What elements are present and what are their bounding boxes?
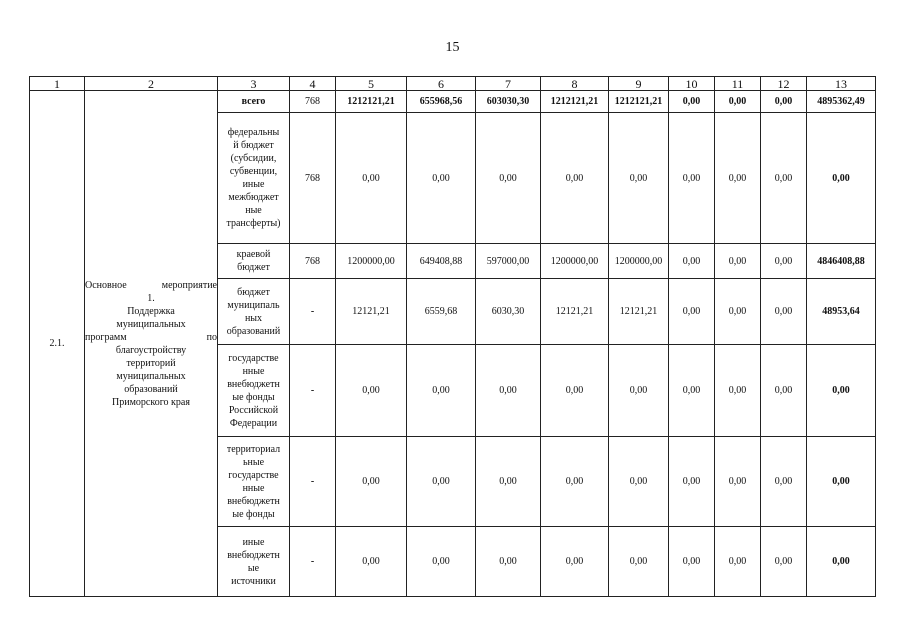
header-cell-11: 11 <box>715 77 761 91</box>
value-cell-col-11: 0,00 <box>715 437 761 527</box>
header-cell-3: 3 <box>218 77 290 91</box>
value-cell-col-7: 597000,00 <box>476 244 541 279</box>
value-cell-col-9: 1200000,00 <box>609 244 669 279</box>
funding-source-line: всего <box>241 96 266 107</box>
funding-source-line: бюджет <box>237 286 270 298</box>
funding-source-line: Российской <box>228 404 279 416</box>
value-cell-col-11: 0,00 <box>715 345 761 437</box>
value-cell-col-7: 0,00 <box>476 113 541 244</box>
funding-source-line: ые <box>247 562 260 574</box>
item-description-line: Поддержка <box>127 305 175 317</box>
value-cell-col-5: 0,00 <box>336 437 407 527</box>
value-cell-col-6: 0,00 <box>407 437 476 527</box>
funding-source-line: ных <box>244 312 263 324</box>
value-cell-col-10: 0,00 <box>669 345 715 437</box>
item-description-line: образований <box>124 383 178 395</box>
value-cell-col-8: 0,00 <box>541 527 609 597</box>
item-description-line: муниципальных <box>116 318 186 330</box>
value-cell-col-10: 0,00 <box>669 527 715 597</box>
header-cell-4: 4 <box>290 77 336 91</box>
value-cell-col-6: 6559,68 <box>407 279 476 345</box>
value-cell-col-7: 0,00 <box>476 437 541 527</box>
funding-source-line: нные <box>242 365 265 377</box>
budget-code-cell: - <box>290 279 336 345</box>
funding-source-line: внебюджетн <box>227 378 280 390</box>
value-cell-col-6: 0,00 <box>407 527 476 597</box>
value-cell-col-5: 0,00 <box>336 113 407 244</box>
value-cell-col-9: 0,00 <box>609 345 669 437</box>
header-cell-10: 10 <box>669 77 715 91</box>
header-cell-13: 13 <box>807 77 876 91</box>
funding-source-line: муниципаль <box>227 299 280 311</box>
item-code-cell: 2.1. <box>30 91 85 597</box>
funding-source-line: ьные <box>242 456 265 468</box>
funding-source-line: внебюджетн <box>227 549 280 561</box>
funding-source-line: субвенции, <box>229 166 278 177</box>
funding-source-line: бюджет <box>237 262 270 273</box>
funding-source-line: ые фонды <box>232 508 275 520</box>
value-cell-col-11: 0,00 <box>715 527 761 597</box>
header-cell-7: 7 <box>476 77 541 91</box>
value-cell-col-13: 0,00 <box>807 345 876 437</box>
value-cell-col-7: 6030,30 <box>476 279 541 345</box>
item-title-number: 1. <box>147 292 155 304</box>
budget-table <box>29 76 876 597</box>
value-cell-col-13: 0,00 <box>807 527 876 597</box>
item-description-line: благоустройству <box>115 344 187 356</box>
value-cell-col-7: 0,00 <box>476 527 541 597</box>
page-number: 15 <box>445 40 460 55</box>
value-cell-col-9: 0,00 <box>609 527 669 597</box>
budget-code-cell: - <box>290 527 336 597</box>
funding-source-line: государстве <box>228 469 279 481</box>
item-description-cell <box>85 91 218 597</box>
value-cell-col-5: 12121,21 <box>336 279 407 345</box>
table-row <box>30 91 876 113</box>
funding-source-line: нные <box>242 482 265 494</box>
funding-source-cell <box>218 345 290 437</box>
value-cell-col-6: 0,00 <box>407 113 476 244</box>
value-cell-col-10: 0,00 <box>669 279 715 345</box>
funding-source-cell <box>218 91 290 113</box>
funding-source-cell <box>218 527 290 597</box>
header-cell-8: 8 <box>541 77 609 91</box>
funding-source-cell <box>218 113 290 244</box>
value-cell-col-11: 0,00 <box>715 244 761 279</box>
funding-source-line: источники <box>231 575 276 587</box>
value-cell-col-10: 0,00 <box>669 113 715 244</box>
budget-code-cell: - <box>290 437 336 527</box>
funding-source-line: иные <box>242 536 265 548</box>
funding-source-line: краевой <box>236 249 271 260</box>
value-cell-col-7: 0,00 <box>476 345 541 437</box>
value-cell-col-13: 0,00 <box>807 113 876 244</box>
value-cell-col-12: 0,00 <box>761 244 807 279</box>
value-cell-col-13: 4846408,88 <box>807 244 876 279</box>
funding-source-line: й бюджет <box>233 140 274 151</box>
header-cell-5: 5 <box>336 77 407 91</box>
value-cell-col-5: 0,00 <box>336 345 407 437</box>
value-cell-col-12: 0,00 <box>761 113 807 244</box>
header-cell-9: 9 <box>609 77 669 91</box>
header-cell-1: 1 <box>30 77 85 91</box>
funding-source-cell <box>218 279 290 345</box>
funding-source-line: Федерации <box>229 417 278 429</box>
item-title: Основное мероприятие <box>85 279 217 291</box>
header-cell-6: 6 <box>407 77 476 91</box>
value-cell-col-6: 655968,56 <box>407 91 476 113</box>
budget-code-cell: 768 <box>290 91 336 113</box>
header-cell-12: 12 <box>761 77 807 91</box>
funding-source-line: ые фонды <box>232 391 275 403</box>
value-cell-col-12: 0,00 <box>761 279 807 345</box>
value-cell-col-9: 0,00 <box>609 113 669 244</box>
value-cell-col-12: 0,00 <box>761 437 807 527</box>
value-cell-col-11: 0,00 <box>715 113 761 244</box>
value-cell-col-8: 1212121,21 <box>541 91 609 113</box>
value-cell-col-7: 603030,30 <box>476 91 541 113</box>
value-cell-col-8: 0,00 <box>541 113 609 244</box>
value-cell-col-10: 0,00 <box>669 244 715 279</box>
funding-source-line: территориал <box>226 443 281 455</box>
header-cell-2: 2 <box>85 77 218 91</box>
value-cell-col-10: 0,00 <box>669 91 715 113</box>
value-cell-col-11: 0,00 <box>715 279 761 345</box>
funding-source-cell <box>218 437 290 527</box>
value-cell-col-8: 1200000,00 <box>541 244 609 279</box>
item-description-line: Приморского края <box>112 396 190 408</box>
funding-source-line: трансферты) <box>226 218 281 229</box>
value-cell-col-5: 1212121,21 <box>336 91 407 113</box>
funding-source-line: образований <box>226 325 281 337</box>
funding-source-line: ные <box>245 205 262 216</box>
value-cell-col-12: 0,00 <box>761 345 807 437</box>
value-cell-col-9: 0,00 <box>609 437 669 527</box>
value-cell-col-8: 0,00 <box>541 345 609 437</box>
funding-source-line: федеральны <box>227 127 280 138</box>
budget-code-cell: 768 <box>290 244 336 279</box>
funding-source-line: иные <box>242 179 265 190</box>
header-row <box>30 77 876 91</box>
funding-source-line: внебюджетн <box>227 495 280 507</box>
value-cell-col-12: 0,00 <box>761 91 807 113</box>
value-cell-col-6: 649408,88 <box>407 244 476 279</box>
budget-code-cell: 768 <box>290 113 336 244</box>
item-description-line: территорий <box>126 357 176 369</box>
value-cell-col-13: 4895362,49 <box>807 91 876 113</box>
value-cell-col-13: 0,00 <box>807 437 876 527</box>
value-cell-col-9: 12121,21 <box>609 279 669 345</box>
value-cell-col-5: 0,00 <box>336 527 407 597</box>
funding-source-line: межбюджет <box>228 192 279 203</box>
item-description-line: муниципальных <box>116 370 186 382</box>
budget-code-cell: - <box>290 345 336 437</box>
funding-source-line: государстве <box>228 352 279 364</box>
value-cell-col-11: 0,00 <box>715 91 761 113</box>
value-cell-col-10: 0,00 <box>669 437 715 527</box>
funding-source-cell <box>218 244 290 279</box>
value-cell-col-8: 12121,21 <box>541 279 609 345</box>
value-cell-col-8: 0,00 <box>541 437 609 527</box>
value-cell-col-12: 0,00 <box>761 527 807 597</box>
value-cell-col-5: 1200000,00 <box>336 244 407 279</box>
value-cell-col-6: 0,00 <box>407 345 476 437</box>
value-cell-col-13: 48953,64 <box>807 279 876 345</box>
funding-source-line: (субсидии, <box>230 153 277 164</box>
value-cell-col-9: 1212121,21 <box>609 91 669 113</box>
item-description-line: программ по <box>85 331 217 343</box>
